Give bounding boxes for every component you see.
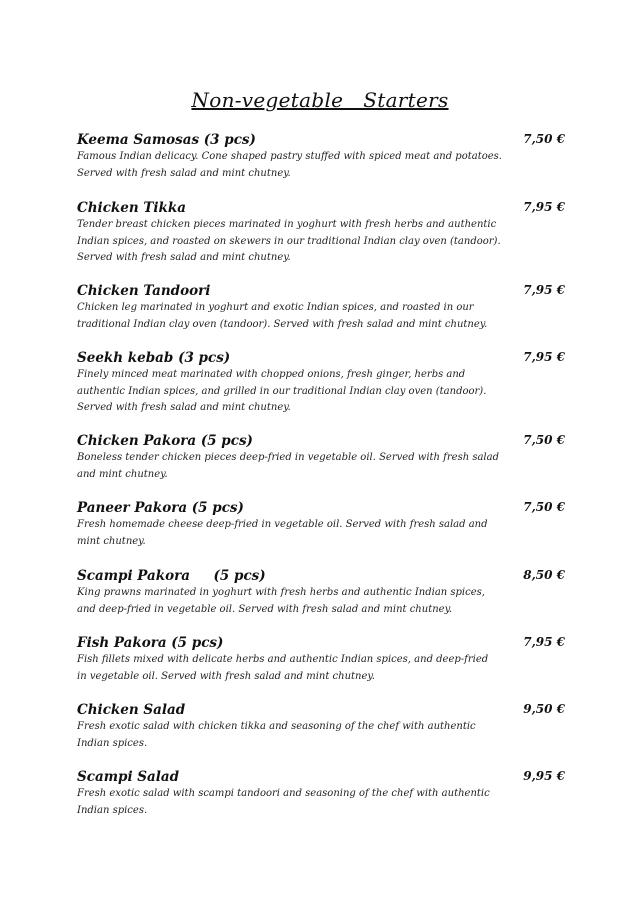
item-description-line: King prawns marinated in yoghurt with fresh herbs and authentic Indian spices, [77,587,485,598]
item-name: Paneer Pakora (5 pcs) [77,500,244,516]
menu-item [77,768,567,819]
item-description-line: Finely minced meat marinated with chopped onions, fresh ginger, herbs and [77,369,466,380]
item-description-line: Chicken leg marinated in yoghurt and exotic Indian spices, and roasted in our [77,302,474,313]
item-description-line: Boneless tender chicken pieces deep-fried in vegetable oil. Served with fresh salad [77,452,499,463]
menu-item [77,199,567,267]
item-price: 7,95 € [523,350,565,364]
item-price: 7,95 € [523,200,565,214]
item-price: 7,50 € [523,433,565,447]
item-description-line: Fresh homemade cheese deep-fried in vegetable oil. Served with fresh salad and [77,519,488,530]
item-description-line: in vegetable oil. Served with fresh salad and mint chutney. [77,670,375,682]
item-description-line: Served with fresh salad and mint chutney. [77,167,291,179]
item-description-line: Served with fresh salad and mint chutney. [77,252,291,263]
item-name: Chicken Pakora (5 pcs) [77,433,253,449]
item-description-line: authentic Indian spices, and grilled in our traditional Indian clay oven (tandoor). [77,385,487,397]
item-price: 9,50 € [523,702,565,716]
menu-item [77,432,567,483]
item-price: 8,50 € [523,568,565,582]
item-price: 7,50 € [523,132,565,146]
item-description-line: Indian spices. [77,737,148,749]
item-description-line: Fish fillets mixed with delicate herbs and authentic Indian spices, and deep-fried [77,654,489,665]
item-name: Seekh kebab (3 pcs) [77,350,231,366]
menu-item [77,131,567,182]
item-name: Chicken Tikka [77,200,186,216]
item-name: Scampi Pakora (5 pcs) [77,568,266,584]
item-name: Fish Pakora (5 pcs) [77,635,224,651]
item-description-line: Indian spices, and roasted on skewers in our traditional Indian clay oven (tandoor). [77,235,501,247]
item-name: Chicken Salad [77,702,186,718]
item-price: 7,95 € [523,283,565,297]
item-description-line: mint chutney. [77,535,146,547]
item-name: Chicken Tandoori [77,283,211,299]
menu-item [77,701,567,752]
item-description-line: Indian spices. [77,804,148,816]
item-description-line: traditional Indian clay oven (tandoor). Served with fresh salad and mint chutney. [77,318,488,330]
menu-item [77,634,567,685]
item-description-line: Fresh exotic salad with scampi tandoori and seasoning of the chef with authentic [77,788,490,799]
item-description-line: and deep-fried in vegetable oil. Served with fresh salad and mint chutney. [77,603,453,615]
item-price: 7,50 € [523,500,565,514]
menu-item [77,567,567,618]
item-description-line: and mint chutney. [77,468,168,480]
menu-item [77,499,567,550]
item-description-line: Famous Indian delicacy. Cone shaped pastry stuffed with spiced meat and potatoes. [77,151,502,162]
item-price: 9,95 € [523,769,565,783]
item-name: Scampi Salad [77,769,180,785]
page-title: Non-vegetable Starters [191,88,449,112]
menu-item [77,349,567,417]
item-name: Keema Samosas (3 pcs) [77,132,256,148]
item-description-line: Tender breast chicken pieces marinated in yoghurt with fresh herbs and authentic [77,219,497,230]
menu-item [77,282,567,333]
item-description-line: Served with fresh salad and mint chutney. [77,402,291,413]
item-description-line: Fresh exotic salad with chicken tikka and seasoning of the chef with authentic [77,721,476,732]
item-price: 7,95 € [523,635,565,649]
